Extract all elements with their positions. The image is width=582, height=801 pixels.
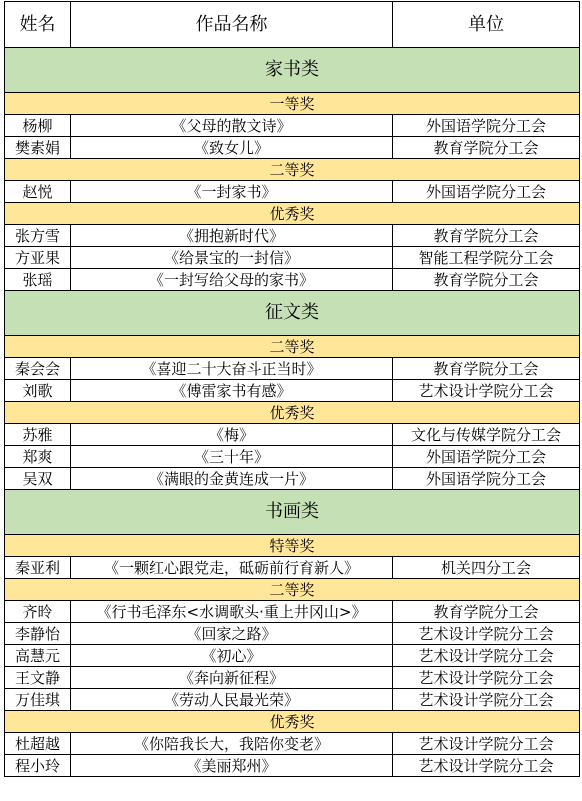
award-row — [5, 336, 580, 358]
unit-cell: 智能工程学院分工会 — [393, 247, 580, 269]
table-row — [5, 601, 580, 623]
unit-cell: 艺术设计学院分工会 — [393, 380, 580, 402]
award-level: 一等奖 — [5, 93, 580, 115]
work-title-cell: 《行书毛泽东<水调歌头·重上井冈山>》 — [71, 601, 393, 623]
table-row — [5, 689, 580, 711]
name-cell: 万佳琪 — [5, 689, 71, 711]
work-title-cell: 《一封家书》 — [71, 181, 393, 203]
table-row — [5, 380, 580, 402]
work-title-cell: 《满眼的金黄连成一片》 — [71, 468, 393, 490]
name-cell: 秦亚利 — [5, 557, 71, 579]
category-title: 书画类 — [5, 490, 580, 535]
name-cell: 齐昤 — [5, 601, 71, 623]
unit-cell: 艺术设计学院分工会 — [393, 623, 580, 645]
category-title: 家书类 — [5, 48, 580, 93]
table-row — [5, 623, 580, 645]
award-row — [5, 535, 580, 557]
award-level: 二等奖 — [5, 336, 580, 358]
work-title-cell: 《回家之路》 — [71, 623, 393, 645]
award-row — [5, 402, 580, 424]
unit-cell: 教育学院分工会 — [393, 358, 580, 380]
name-cell: 秦会会 — [5, 358, 71, 380]
awards-table — [4, 1, 580, 777]
unit-cell: 外国语学院分工会 — [393, 446, 580, 468]
header-row — [5, 2, 580, 48]
unit-cell: 教育学院分工会 — [393, 225, 580, 247]
name-cell: 杨柳 — [5, 115, 71, 137]
name-cell: 王文静 — [5, 667, 71, 689]
table-row — [5, 446, 580, 468]
award-row — [5, 203, 580, 225]
name-cell: 苏雅 — [5, 424, 71, 446]
name-cell: 吴双 — [5, 468, 71, 490]
unit-cell: 艺术设计学院分工会 — [393, 733, 580, 755]
name-cell: 张方雪 — [5, 225, 71, 247]
table-row — [5, 667, 580, 689]
unit-cell: 教育学院分工会 — [393, 137, 580, 159]
table-row — [5, 557, 580, 579]
work-title-cell: 《奔向新征程》 — [71, 667, 393, 689]
award-row — [5, 579, 580, 601]
table-row — [5, 358, 580, 380]
award-row — [5, 159, 580, 181]
work-title-cell: 《一颗红心跟党走，砥砺前行育新人》 — [71, 557, 393, 579]
unit-cell: 艺术设计学院分工会 — [393, 689, 580, 711]
unit-cell: 机关四分工会 — [393, 557, 580, 579]
name-cell: 程小玲 — [5, 755, 71, 777]
name-cell: 高慧元 — [5, 645, 71, 667]
work-title-cell: 《给景宝的一封信》 — [71, 247, 393, 269]
unit-cell: 文化与传媒学院分工会 — [393, 424, 580, 446]
category-row — [5, 291, 580, 336]
unit-cell: 艺术设计学院分工会 — [393, 645, 580, 667]
unit-cell: 外国语学院分工会 — [393, 181, 580, 203]
award-level: 优秀奖 — [5, 203, 580, 225]
award-row — [5, 93, 580, 115]
work-title-cell: 《劳动人民最光荣》 — [71, 689, 393, 711]
unit-cell: 艺术设计学院分工会 — [393, 667, 580, 689]
category-row — [5, 48, 580, 93]
name-cell: 赵悦 — [5, 181, 71, 203]
unit-cell: 教育学院分工会 — [393, 269, 580, 291]
work-title-cell: 《致女儿》 — [71, 137, 393, 159]
table-row — [5, 424, 580, 446]
award-row — [5, 711, 580, 733]
name-cell: 郑爽 — [5, 446, 71, 468]
award-level: 优秀奖 — [5, 711, 580, 733]
work-title-cell: 《梅》 — [71, 424, 393, 446]
award-level: 二等奖 — [5, 159, 580, 181]
award-level: 特等奖 — [5, 535, 580, 557]
header-work: 作品名称 — [71, 2, 393, 48]
name-cell: 樊素娟 — [5, 137, 71, 159]
work-title-cell: 《你陪我长大，我陪你变老》 — [71, 733, 393, 755]
award-level: 优秀奖 — [5, 402, 580, 424]
table-row — [5, 247, 580, 269]
unit-cell: 教育学院分工会 — [393, 601, 580, 623]
table-row — [5, 645, 580, 667]
table-row — [5, 468, 580, 490]
unit-cell: 外国语学院分工会 — [393, 468, 580, 490]
name-cell: 张瑶 — [5, 269, 71, 291]
name-cell: 刘歌 — [5, 380, 71, 402]
work-title-cell: 《父母的散文诗》 — [71, 115, 393, 137]
work-title-cell: 《初心》 — [71, 645, 393, 667]
category-title: 征文类 — [5, 291, 580, 336]
name-cell: 方亚果 — [5, 247, 71, 269]
work-title-cell: 《三十年》 — [71, 446, 393, 468]
name-cell: 杜超越 — [5, 733, 71, 755]
name-cell: 李静怡 — [5, 623, 71, 645]
work-title-cell: 《喜迎二十大奋斗正当时》 — [71, 358, 393, 380]
header-unit: 单位 — [393, 2, 580, 48]
table-row — [5, 137, 580, 159]
header-name: 姓名 — [5, 2, 71, 48]
category-row — [5, 490, 580, 535]
table-row — [5, 269, 580, 291]
table-row — [5, 225, 580, 247]
table-row — [5, 115, 580, 137]
work-title-cell: 《拥抱新时代》 — [71, 225, 393, 247]
work-title-cell: 《美丽郑州》 — [71, 755, 393, 777]
award-level: 二等奖 — [5, 579, 580, 601]
unit-cell: 外国语学院分工会 — [393, 115, 580, 137]
work-title-cell: 《傅雷家书有感》 — [71, 380, 393, 402]
table-row — [5, 733, 580, 755]
work-title-cell: 《一封写给父母的家书》 — [71, 269, 393, 291]
table-row — [5, 181, 580, 203]
table-row — [5, 755, 580, 777]
unit-cell: 艺术设计学院分工会 — [393, 755, 580, 777]
